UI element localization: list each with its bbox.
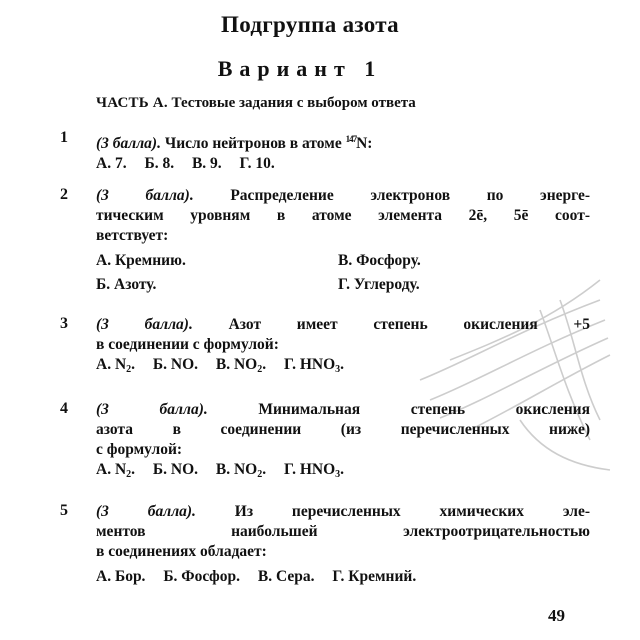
answer-options xyxy=(96,251,590,295)
question-text: в соединении с формулой: xyxy=(96,336,279,353)
variant-heading: Вариант 1 xyxy=(217,56,383,81)
question-text: в соединениях обладает: xyxy=(96,543,267,560)
question-text: Азот имеет степень окисления +5 xyxy=(228,316,591,333)
part-heading xyxy=(96,95,416,112)
isotope-symbol: N: xyxy=(356,135,373,152)
answer-option: Г. $HNO_3$. xyxy=(283,461,345,480)
question-number: 5 xyxy=(60,502,68,519)
question-number: 1 xyxy=(60,129,68,146)
question-text: азота в соединении (из перечисленных ниже) xyxy=(96,421,590,438)
question-points: (3 балла). xyxy=(96,135,161,152)
answer-option: Б. NO. xyxy=(152,356,199,373)
isotope-atomic: 7 xyxy=(352,134,357,144)
question-text: Число нейтронов в атоме xyxy=(164,135,342,152)
answer-options xyxy=(96,355,590,380)
isotope-mass: 14 xyxy=(345,134,353,144)
question-number: 4 xyxy=(60,400,68,417)
question-points: (3 балла). xyxy=(96,401,208,418)
question-points: (3 балла). xyxy=(96,503,196,520)
part-label: ЧАСТЬ А. xyxy=(96,95,168,111)
isotope-notation xyxy=(346,135,373,152)
answer-option: В. $NO_2$. xyxy=(215,461,267,480)
question-text: ветствует: xyxy=(96,227,169,244)
question-number: 2 xyxy=(60,186,68,203)
answer-option: Б. NO. xyxy=(152,461,199,478)
part-text: Тестовые задания с выбором ответа xyxy=(171,95,416,111)
answer-options xyxy=(96,567,590,587)
answer-option: Г. $HNO_3$. xyxy=(283,356,345,375)
answer-option: Б. Азоту. xyxy=(96,276,157,293)
question-points: (3 балла). xyxy=(96,316,193,333)
question-text: Распределение электронов по энерге- xyxy=(230,187,591,204)
question-1 xyxy=(60,129,590,174)
answer-option: А. Кремнию. xyxy=(96,252,186,269)
page-title: Подгруппа азота xyxy=(221,12,399,37)
answer-option: А. $N_2$. xyxy=(96,461,136,480)
answer-option: А. 7. xyxy=(96,155,127,172)
question-text: с формулой: xyxy=(96,441,183,458)
answer-option: Г. Кремний. xyxy=(332,568,417,585)
answer-option: А. Бор. xyxy=(96,568,146,585)
answer-option: В. 9. xyxy=(191,155,222,172)
answer-options xyxy=(96,154,590,174)
question-text: ментов наибольшей электроотрицательностью xyxy=(96,523,590,540)
answer-option: Б. Фосфор. xyxy=(163,568,241,585)
answer-options xyxy=(96,460,590,485)
answer-option: А. $N_2$. xyxy=(96,356,136,375)
question-5 xyxy=(60,502,590,587)
question-text: тическим уровням в атоме элемента 2ē, 5ē соот- xyxy=(96,207,590,224)
question-4 xyxy=(60,400,590,485)
question-points: (3 балла). xyxy=(96,187,194,204)
answer-option: В. Сера. xyxy=(257,568,315,585)
question-3 xyxy=(60,315,590,380)
answer-option: Г. 10. xyxy=(239,155,275,172)
question-2 xyxy=(60,186,590,295)
question-text: Минимальная степень окисления xyxy=(258,401,590,418)
answer-option: Б. 8. xyxy=(144,155,175,172)
question-text: Из перечисленных химических эле- xyxy=(234,503,590,520)
answer-option: В. $NO_2$. xyxy=(215,356,267,375)
answer-option: В. Фосфору. xyxy=(338,252,421,269)
question-number: 3 xyxy=(60,315,68,332)
answer-option: Г. Углероду. xyxy=(338,276,420,293)
page-number: 49 xyxy=(548,606,565,625)
